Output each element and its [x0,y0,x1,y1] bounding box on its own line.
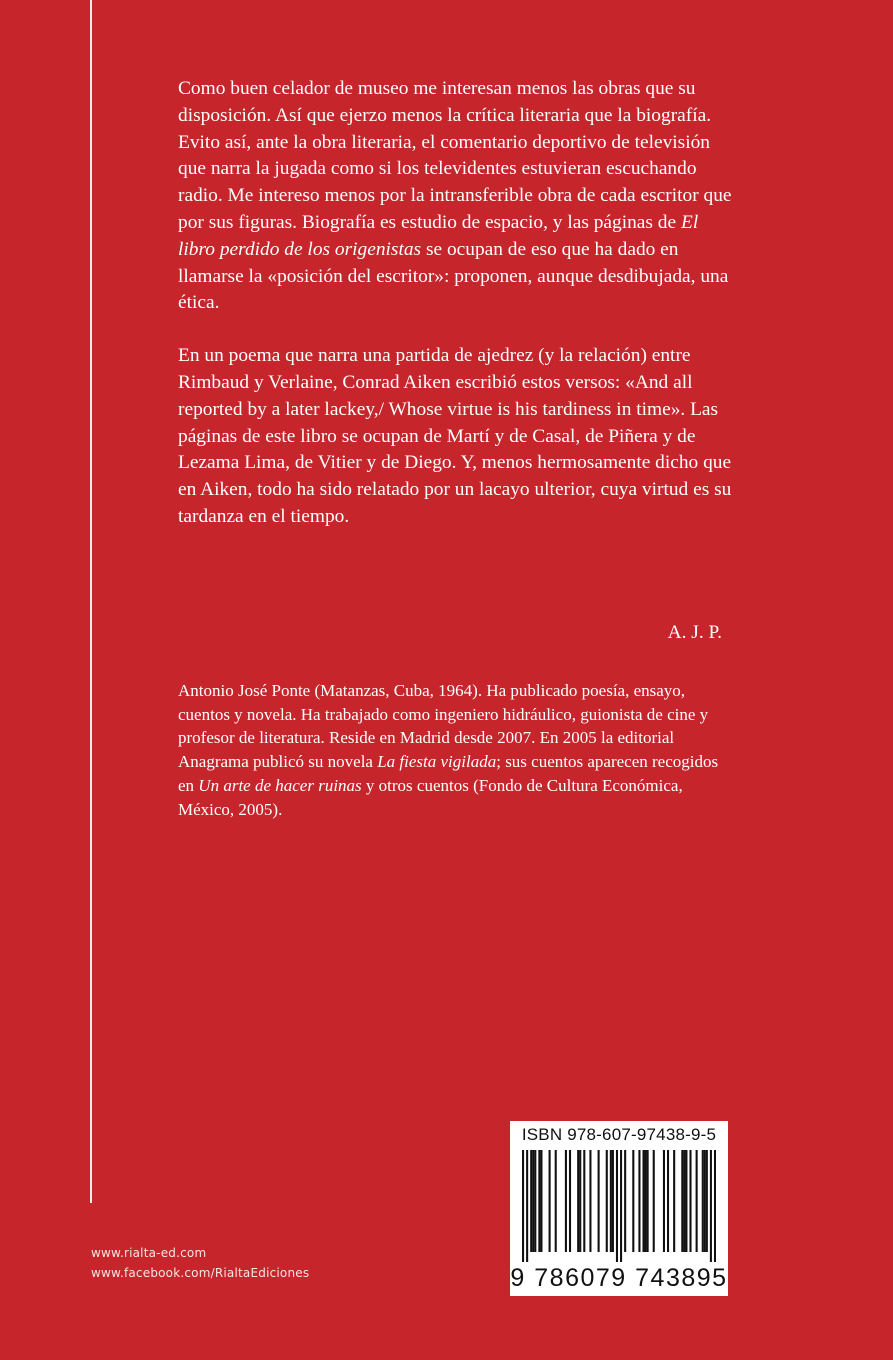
bio-text-b: ; sus cuentos aparecen recogidos en [178,752,719,795]
facebook-link[interactable]: www.facebook.com/RialtaEdiciones [91,1266,310,1280]
bio-text-a: Antonio José Ponte (Matanzas, Cuba, 1964). Ha publicado poesía, ensayo, cuentos y novela. Ha trabajado como ingeniero hidráulico, guionista de cine y profesor de literatura. Reside en Madrid desde 2007. En 2005 la editorial Anagrama publicó su novela [178,681,709,772]
barcode-bar [645,1150,647,1252]
barcode-bar [532,1150,534,1252]
barcode-bar [538,1150,540,1252]
bio-text-c: y otros cuentos (Fondo de Cultura Económica, México, 2005). [178,775,683,819]
publisher-links [91,1243,309,1283]
barcode-bar [565,1150,567,1252]
bio-novel-title: La fiesta vigilada [377,752,497,772]
blurb-paragraph-2: En un poema que narra una partida de ajedrez (y la relación) entre Rimbaud y Verlaine, Conrad Aiken escribió estos versos: «And all reported by a later lackey,/ Whose virtue is his tardiness in time». Las páginas de este libro se ocupan de Martí y de Casal, de Piñera y de Lezama Lima, de Vitier y de Diego. Y, menos hermosamente dicho que en Aiken, todo ha sido relatado por un lacayo ulterior, cuya virtud es su tardanza en el tiempo. [178,345,732,527]
blurb-p1-text-b: se ocupan de eso que ha dado en llamarse la «posición del escritor»: proponen, aunque desdibujada, una ética. [178,238,729,314]
ean-digits: 9 786079 743895 [510,1264,728,1292]
barcode-bar [702,1150,704,1252]
barcode-bar [638,1150,640,1252]
barcode-guard-bar [616,1150,618,1262]
blurb-p1-text-a: Como buen celador de museo me interesan menos las obras que su disposición. Así que ejerzo menos la crítica literaria que la biografía. Evito así, ante la obra literaria, el comentario deportivo de televisión que narra la jugada como si los televidentes estuvieran escuchando radio. Me intereso menos por la intransferible obra de cada escritor que por sus figuras. Biografía es estudio de espacio, y las páginas de [178,78,732,233]
bio-stories-title: Un arte de hacer ruinas [198,775,362,795]
barcode-bar [589,1150,591,1252]
barcode-bar [569,1150,571,1252]
barcode-bar [540,1150,542,1252]
spine-divider-line [90,0,92,1203]
barcode-bar [673,1150,675,1252]
barcode-bar [624,1150,626,1252]
barcode-guard-bar [526,1150,528,1262]
barcode-bar [534,1150,536,1252]
barcode-bar [598,1150,600,1252]
barcode-bar [681,1150,683,1252]
barcode-guard-bar [522,1150,524,1262]
barcode-bar [549,1150,551,1252]
barcode-bars [522,1150,716,1262]
barcode-bar [583,1150,585,1252]
barcode-guard-bar [620,1150,622,1262]
barcode-bar [653,1150,655,1252]
blurb-book-title: El libro perdido de los origenistas [178,211,699,260]
barcode-bar [610,1150,612,1252]
author-bio [178,679,738,821]
barcode-bar [696,1150,698,1252]
barcode-bar [612,1150,614,1252]
isbn-barcode [510,1121,728,1296]
barcode-bar [606,1150,608,1252]
barcode-bar [577,1150,579,1252]
barcode-bar [683,1150,685,1252]
barcode-bar [642,1150,644,1252]
barcode-guard-bar [710,1150,712,1262]
barcode-bar [647,1150,649,1252]
barcode-bar [706,1150,708,1252]
barcode-bar [667,1150,669,1252]
barcode-bar [555,1150,557,1252]
barcode-guard-bar [714,1150,716,1262]
barcode-bar [704,1150,706,1252]
barcode-bar [530,1150,532,1252]
blurb-signature: A. J. P. [667,622,722,643]
barcode-bar [632,1150,634,1252]
barcode-bar [689,1150,691,1252]
barcode-bar [663,1150,665,1252]
blurb-paragraph-1 [178,76,738,317]
back-cover-blurb [178,76,738,531]
website-link[interactable]: www.rialta-ed.com [91,1246,207,1260]
barcode-bar [685,1150,687,1252]
isbn-label: ISBN 978-607-97438-9-5 [521,1125,717,1144]
barcode-bar [579,1150,581,1252]
